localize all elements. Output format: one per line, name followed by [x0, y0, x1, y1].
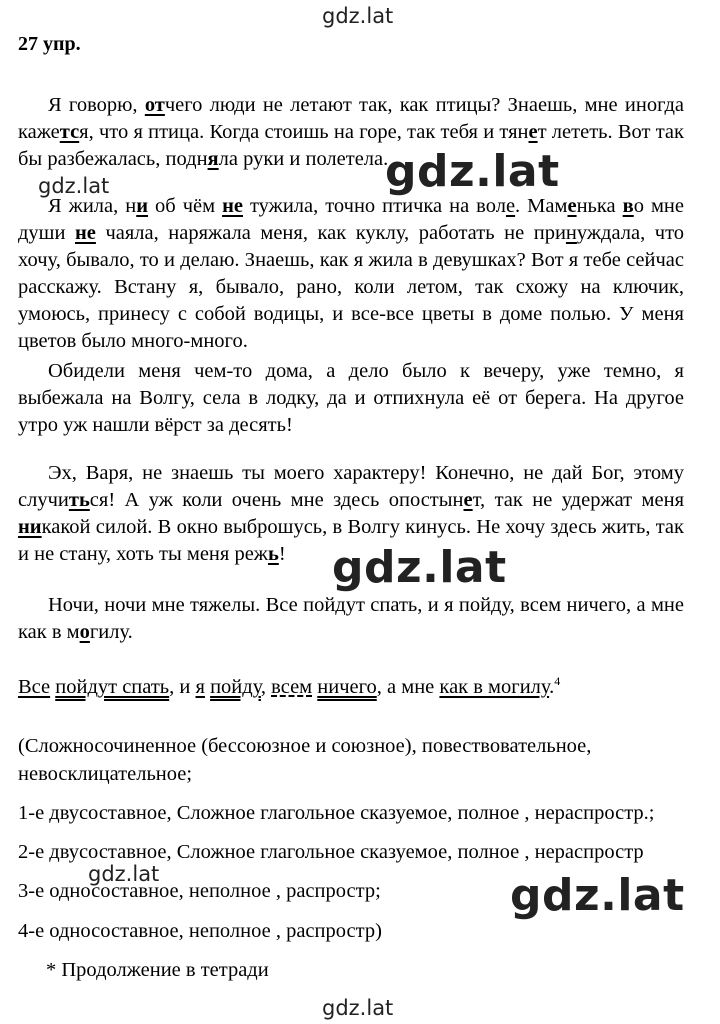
separator: .	[549, 675, 555, 698]
watermark-large-1: gdz.lat	[385, 146, 560, 197]
morpheme-mark: в	[622, 195, 634, 217]
text: Ночи, ночи мне тяжелы. Все пойдут спать, и я пойду, всем ничего, а мне как в м	[18, 594, 684, 643]
text: ся! А уж коли очень мне здесь опостын	[89, 489, 464, 511]
separator: , а мне	[376, 675, 440, 698]
text: Эх, Варя, не знаешь ты моего характеру! Конечно, не дай Бог, этому случи	[18, 462, 684, 511]
watermark-large-3: gdz.lat	[510, 870, 685, 921]
text: !	[278, 543, 286, 565]
text: т, так не удержат меня	[472, 489, 685, 511]
predicate: как в могилу	[439, 675, 550, 698]
morpheme-mark: н	[565, 222, 577, 244]
morpheme-mark: е	[505, 195, 516, 217]
morpheme-mark: ь	[267, 543, 279, 565]
watermark-top: gdz.lat	[322, 4, 394, 28]
paragraph-3: Обидели меня чем-то дома, а дело было к вечеру, уже темно, я выбежала на Волгу, села в лодку, да и отпихнула её от берега. На другое утро уж нашли вёрст за десять!	[18, 360, 684, 436]
morpheme-mark: е	[567, 195, 577, 217]
text: Я говорю,	[48, 94, 145, 116]
analysis-line-1: (Сложносочиненное (бессоюзное и союзное), повествовательное,	[18, 735, 592, 757]
morpheme-mark: ть	[68, 489, 90, 511]
continuation-note: * Продолжение в тетради	[46, 959, 269, 981]
exercise-heading: 27 упр.	[18, 33, 81, 55]
subject: я	[195, 675, 205, 698]
watermark-large-2: gdz.lat	[332, 542, 507, 593]
morpheme-mark: е	[528, 121, 538, 143]
text: гилу.	[89, 621, 133, 643]
morpheme-mark: е	[463, 489, 473, 511]
object: всем	[271, 675, 313, 698]
separator: ,	[260, 675, 272, 698]
paragraph-1	[18, 92, 684, 173]
text: нька	[576, 195, 623, 217]
watermark-small-2: gdz.lat	[88, 862, 160, 886]
text: о мне души	[18, 195, 685, 244]
text: тужила, точно птичка на вол	[243, 195, 506, 217]
text: уждала, что хочу, бывало, то и делаю. Знаешь, как я жила в девушках? Вот я тебе сейчас расскажу. Встану я, бывало, рано, коли летом, так схожу на ключик, умоюсь, принесу с собой водицы, и все-все цветы в доме полью. У меня цветов было много-много.	[18, 222, 685, 352]
text: об чём	[148, 195, 223, 217]
morpheme-mark: тс	[59, 121, 80, 143]
analysis-line-4: 2-е двусоставное, Сложное глагольное сказуемое, полное , нераспростр	[18, 841, 644, 863]
separator: , и	[169, 675, 196, 698]
predicate: пойду	[210, 675, 261, 698]
text: какой силой. В окно выброшусь, в Волгу кинусь. Не хочу здесь жить, так и не стану, хоть ты меня реж	[18, 516, 684, 565]
paragraph-4	[18, 460, 684, 568]
analysis-line-2: невосклицательное;	[18, 763, 193, 785]
analyzed-sentence	[18, 668, 708, 701]
text: чаяла, наряжала меня, как куклу, работать не при	[95, 222, 566, 244]
text: . Мам	[515, 195, 568, 217]
subject: Все	[18, 675, 51, 698]
text: я, что я птица. Когда стоишь на горе, так тебя и тян	[79, 121, 529, 143]
analysis-line-5: 3-е односоставное, неполное , распростр;	[18, 880, 381, 902]
morpheme-mark: не	[222, 195, 243, 217]
watermark-small-1: gdz.lat	[38, 174, 110, 198]
predicate: ничего	[317, 675, 377, 698]
morpheme-mark: я	[207, 148, 219, 170]
text: т лететь. Вот так бы разбежалась, подн	[18, 121, 684, 170]
text: Я жила, н	[48, 195, 137, 217]
analysis-line-6: 4-е односоставное, неполное , распростр)	[18, 920, 382, 942]
morpheme-mark: от	[144, 94, 165, 116]
watermark-bottom: gdz.lat	[322, 996, 394, 1020]
analysis-line-3: 1-е двусоставное, Сложное глагольное сказуемое, полное , нераспростр.;	[18, 802, 655, 824]
morpheme-mark: не	[74, 222, 96, 244]
paragraph-2	[18, 193, 684, 355]
predicate: пойдут спать	[55, 675, 170, 698]
footnote-mark: 4	[554, 674, 561, 688]
paragraph-5	[18, 592, 684, 646]
morpheme-mark: ни	[18, 516, 42, 538]
text: чего люди не летают так, как птицы? Знаешь, мне иногда каже	[18, 94, 684, 143]
morpheme-mark: и	[136, 195, 149, 217]
text: ла руки и полетела.	[218, 148, 389, 170]
morpheme-mark: о	[79, 621, 90, 643]
